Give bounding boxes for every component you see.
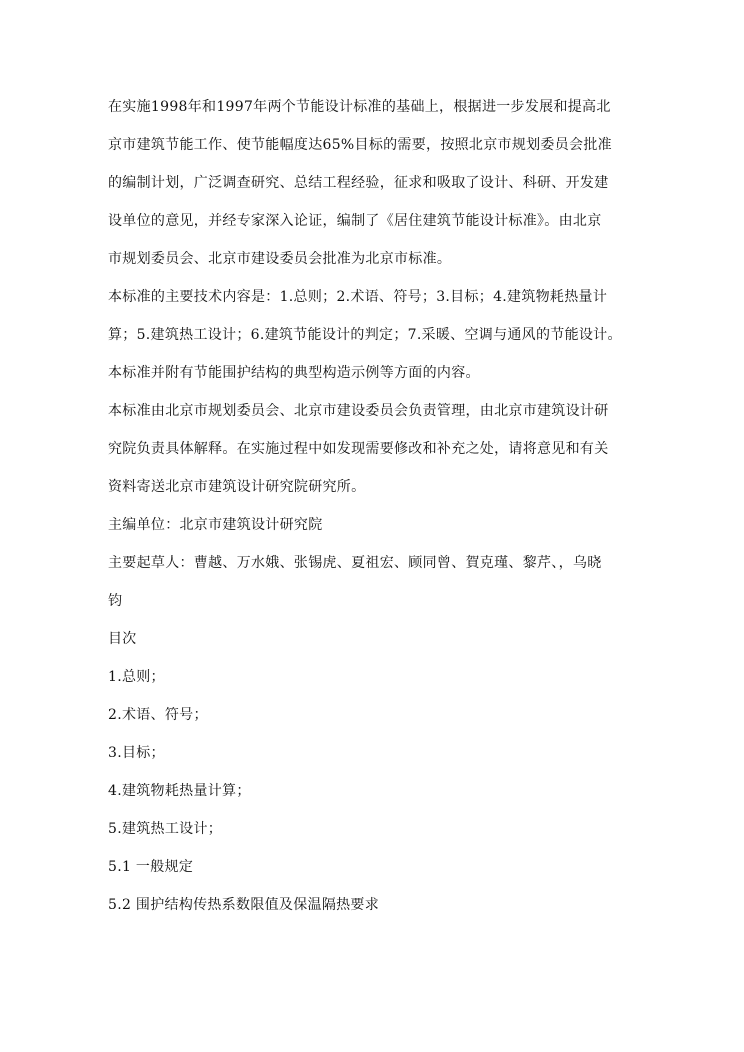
text-line-management-3: 资料寄送北京市建筑设计研究院研究所。	[108, 479, 366, 495]
text-line-content-1: 本标准的主要技术内容是：1.总则；2.术语、符号；3.目标；4.建筑物耗热量计	[108, 289, 608, 305]
toc-item-5: 5.建筑热工设计；	[108, 821, 223, 837]
toc-heading: 目次	[108, 631, 137, 647]
main-drafters-1: 主要起草人：曹越、万水娥、张锡虎、夏祖宏、顾同曾、賀克瑾、黎芹、，乌晓	[108, 555, 602, 571]
toc-item-3: 3.目标；	[108, 745, 165, 761]
toc-item-5-2: 5.2 围护结构传热系数限值及保温隔热要求	[108, 897, 380, 913]
text-line-intro-3: 的编制计划，广泛调查研究、总结工程经验，征求和吸取了设计、科研、开发建	[108, 175, 609, 191]
document-page	[108, 94, 642, 930]
text-line-appendix: 本标准并附有节能围护结构的典型构造示例等方面的内容。	[108, 365, 480, 381]
text-line-intro-4: 设单位的意见，并经专家深入论证，编制了《居住建筑节能设计标准》。由北京	[108, 213, 602, 229]
toc-item-5-1: 5.1 一般规定	[108, 859, 194, 875]
text-line-intro-2: 京市建筑节能工作、使节能幅度达65%目标的需要，按照北京市规划委员会批准	[108, 137, 612, 153]
text-line-intro-1: 在实施1998年和1997年两个节能设计标准的基础上，根据进一步发展和提高北	[108, 99, 611, 115]
text-line-content-2: 算；5.建筑热工设计；6.建筑节能设计的判定；7.采暖、空调与通风的节能设计。	[108, 327, 622, 343]
text-line-management-2: 究院负责具体解释。在实施过程中如发现需要修改和补充之处，请将意见和有关	[108, 441, 609, 457]
toc-item-2: 2.术语、符号；	[108, 707, 208, 723]
text-line-intro-5: 市规划委员会、北京市建设委员会批准为北京市标准。	[108, 251, 452, 267]
toc-item-4: 4.建筑物耗热量计算；	[108, 783, 251, 799]
text-line-management-1: 本标准由北京市规划委员会、北京市建设委员会负责管理，由北京市建筑设计研	[108, 403, 609, 419]
chief-editor-unit: 主编单位：北京市建筑设计研究院	[108, 517, 323, 533]
main-drafters-2: 钧	[108, 593, 123, 609]
toc-item-1: 1.总则；	[108, 669, 165, 685]
